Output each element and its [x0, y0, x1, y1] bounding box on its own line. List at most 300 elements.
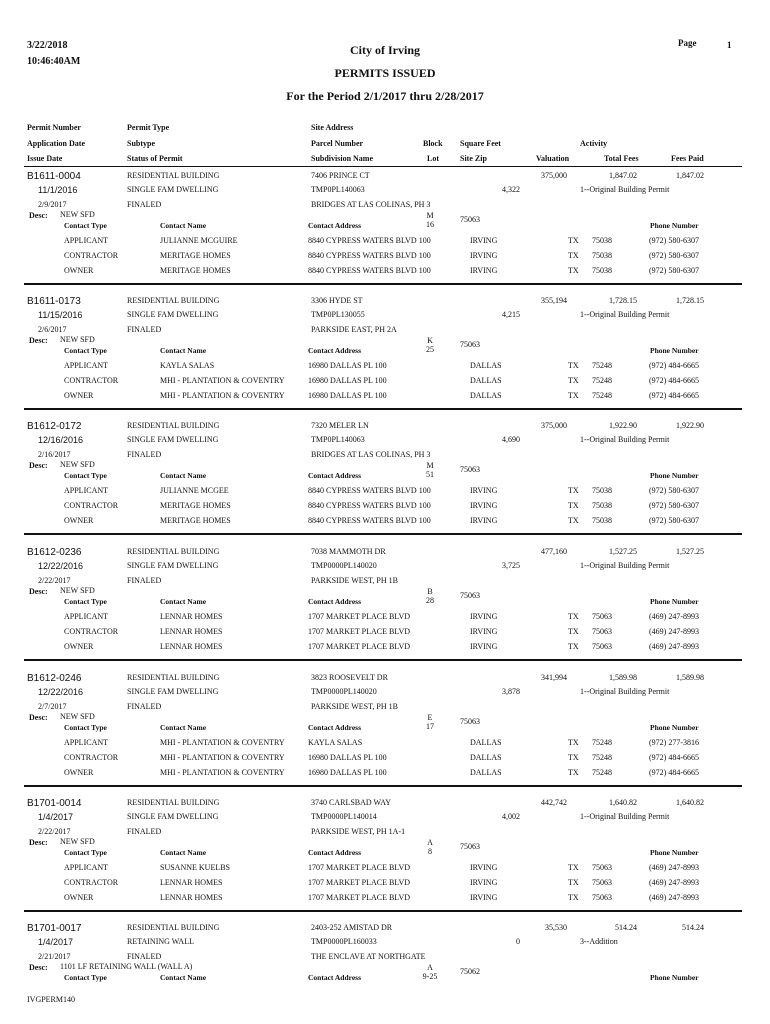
desc-label: Desc:	[29, 713, 48, 722]
contact-type: CONTRACTOR	[64, 376, 119, 385]
fees-paid: 1,527.25	[676, 547, 704, 556]
contact-address: 1707 MARKET PLACE BLVD	[308, 878, 411, 887]
permit-number: B1612-0172	[27, 421, 82, 432]
permit-type: RESIDENTIAL BUILDING	[127, 923, 220, 932]
contact-city: IRVING	[470, 878, 498, 887]
contact-address: 1707 MARKET PLACE BLVD	[308, 642, 411, 651]
contact-type: APPLICANT	[64, 486, 109, 495]
contact-type-header: Contact Type	[64, 471, 107, 480]
fees-paid: 1,589.98	[676, 673, 704, 682]
site-address: 3306 HYDE ST	[311, 296, 363, 305]
contact-state: TX	[568, 486, 579, 495]
contact-address: 1707 MARKET PLACE BLVD	[308, 863, 411, 872]
contact-state: TX	[568, 501, 579, 510]
report-time: 10:46:40AM	[27, 56, 81, 67]
contact-phone: (972) 580-6307	[649, 486, 699, 495]
total-fees: 1,527.25	[609, 547, 637, 556]
permit-description: NEW SFD	[60, 210, 95, 219]
contact-phone: (972) 277-3816	[649, 738, 699, 747]
valuation: 341,994	[541, 673, 567, 682]
permit-divider	[24, 785, 742, 787]
contact-name: MHI - PLANTATION & COVENTRY	[160, 753, 285, 762]
permit-status: FINALED	[127, 827, 162, 836]
permit-status: FINALED	[127, 952, 162, 961]
contact-name: MHI - PLANTATION & COVENTRY	[160, 376, 285, 385]
activity: 1--Original Building Permit	[580, 310, 670, 319]
phone-number-header: Phone Number	[650, 346, 699, 355]
total-fees: 1,847.02	[609, 171, 637, 180]
lot: 17	[426, 722, 434, 731]
permit-type: RESIDENTIAL BUILDING	[127, 171, 220, 180]
contact-city: IRVING	[470, 642, 498, 651]
contact-state: TX	[568, 863, 579, 872]
contact-zip: 75063	[592, 612, 612, 621]
col-site-address: Site Address	[311, 123, 354, 132]
col-site-zip: Site Zip	[460, 154, 487, 163]
contact-state: TX	[568, 516, 579, 525]
contact-phone: (972) 484-6665	[649, 361, 699, 370]
contact-zip: 75038	[592, 251, 612, 260]
issue-date: 2/22/2017	[38, 576, 71, 585]
contact-city: DALLAS	[470, 753, 502, 762]
report-date: 3/22/2018	[27, 40, 68, 51]
fees-paid: 1,728.15	[676, 296, 704, 305]
permit-type: RESIDENTIAL BUILDING	[127, 798, 220, 807]
total-fees: 1,640.82	[609, 798, 637, 807]
site-address: 7038 MAMMOTH DR	[311, 547, 386, 556]
report-id: IVGPERM140	[27, 995, 76, 1004]
contact-address: KAYLA SALAS	[308, 738, 363, 747]
contact-name-header: Contact Name	[160, 346, 207, 355]
col-status: Status of Permit	[127, 154, 183, 163]
issue-date: 2/16/2017	[38, 450, 71, 459]
parcel-number: TMP0PL140063	[311, 435, 365, 444]
permit-number: B1612-0246	[27, 673, 82, 684]
contact-zip: 75248	[592, 361, 612, 370]
desc-label: Desc:	[29, 963, 48, 972]
square-feet: 3,878	[502, 687, 520, 696]
contact-state: TX	[568, 738, 579, 747]
desc-label: Desc:	[29, 461, 48, 470]
permit-description: NEW SFD	[60, 460, 95, 469]
valuation: 375,000	[541, 171, 567, 180]
contact-type-header: Contact Type	[64, 973, 107, 982]
site-zip: 75063	[460, 717, 480, 726]
contact-state: TX	[568, 361, 579, 370]
application-date: 12/22/2016	[38, 687, 84, 697]
col-parcel-number: Parcel Number	[311, 139, 364, 148]
city-name: City of Irving	[350, 43, 420, 57]
contact-name: MERITAGE HOMES	[160, 266, 231, 275]
contact-name-header: Contact Name	[160, 973, 207, 982]
permit-divider	[24, 659, 742, 661]
contact-address: 16980 DALLAS PL 100	[308, 361, 387, 370]
valuation: 477,160	[541, 547, 567, 556]
site-address: 3740 CARLSBAD WAY	[311, 798, 392, 807]
contact-address: 1707 MARKET PLACE BLVD	[308, 893, 411, 902]
contact-zip: 75248	[592, 391, 612, 400]
contact-city: IRVING	[470, 236, 498, 245]
site-address: 3823 ROOSEVELT DR	[311, 673, 388, 682]
phone-number-header: Phone Number	[650, 723, 699, 732]
contact-type: OWNER	[64, 266, 94, 275]
contact-city: IRVING	[470, 516, 498, 525]
report-title: PERMITS ISSUED	[334, 66, 436, 80]
permit-divider	[24, 408, 742, 410]
permit-status: FINALED	[127, 200, 162, 209]
parcel-number: TMP0000PL160033	[311, 937, 377, 946]
block: A	[427, 838, 433, 847]
contact-address: 1707 MARKET PLACE BLVD	[308, 612, 411, 621]
contact-type-header: Contact Type	[64, 221, 107, 230]
parcel-number: TMP0000PL140020	[311, 687, 377, 696]
contact-type-header: Contact Type	[64, 597, 107, 606]
parcel-number: TMP0PL140063	[311, 185, 365, 194]
col-issue-date: Issue Date	[27, 154, 63, 163]
permit-number: B1612-0236	[27, 547, 82, 558]
valuation: 355,194	[541, 296, 567, 305]
contact-phone: (972) 484-6665	[649, 376, 699, 385]
contact-type-header: Contact Type	[64, 848, 107, 857]
total-fees: 1,589.98	[609, 673, 637, 682]
permit-description: NEW SFD	[60, 586, 95, 595]
contact-type: CONTRACTOR	[64, 627, 119, 636]
contact-zip: 75038	[592, 501, 612, 510]
block: B	[427, 587, 433, 596]
contact-zip: 75248	[592, 376, 612, 385]
contact-name-header: Contact Name	[160, 723, 207, 732]
activity: 1--Original Building Permit	[580, 687, 670, 696]
issue-date: 2/9/2017	[38, 200, 67, 209]
application-date: 1/4/2017	[38, 812, 74, 822]
issue-date: 2/6/2017	[38, 325, 67, 334]
contact-phone: (972) 580-6307	[649, 236, 699, 245]
lot: 25	[426, 345, 434, 354]
issue-date: 2/22/2017	[38, 827, 71, 836]
subdivision-name: BRIDGES AT LAS COLINAS, PH 3	[311, 200, 431, 209]
activity: 1--Original Building Permit	[580, 435, 670, 444]
contact-name-header: Contact Name	[160, 471, 207, 480]
parcel-number: TMP0PL130055	[311, 310, 365, 319]
contact-state: TX	[568, 768, 579, 777]
contact-name-header: Contact Name	[160, 597, 207, 606]
total-fees: 514.24	[615, 923, 637, 932]
contact-type: OWNER	[64, 893, 94, 902]
contact-phone: (469) 247-8993	[649, 642, 699, 651]
issue-date: 2/7/2017	[38, 702, 67, 711]
permit-number: B1701-0017	[27, 923, 82, 934]
contact-address: 8840 CYPRESS WATERS BLVD 100	[308, 251, 431, 260]
contact-address-header: Contact Address	[308, 597, 361, 606]
col-subtype: Subtype	[127, 139, 156, 148]
permit-number: B1611-0004	[27, 171, 81, 182]
application-date: 11/1/2016	[38, 185, 78, 195]
report-period: For the Period 2/1/2017 thru 2/28/2017	[286, 89, 484, 103]
block: A	[427, 963, 433, 972]
application-date: 1/4/2017	[38, 937, 74, 947]
contact-phone: (972) 484-6665	[649, 768, 699, 777]
contact-type: CONTRACTOR	[64, 501, 119, 510]
subdivision-name: PARKSIDE WEST, PH 1A-1	[311, 827, 406, 836]
contact-zip: 75248	[592, 738, 612, 747]
desc-label: Desc:	[29, 587, 48, 596]
phone-number-header: Phone Number	[650, 973, 699, 982]
contact-phone: (972) 580-6307	[649, 501, 699, 510]
contact-name: LENNAR HOMES	[160, 627, 223, 636]
contact-state: TX	[568, 612, 579, 621]
contact-address-header: Contact Address	[308, 471, 361, 480]
col-application-date: Application Date	[27, 139, 85, 148]
subtype: RETAINING WALL	[127, 937, 194, 946]
lot: 16	[426, 220, 434, 229]
subtype: SINGLE FAM DWELLING	[127, 812, 219, 821]
fees-paid: 1,847.02	[676, 171, 704, 180]
lot: 8	[428, 847, 432, 856]
phone-number-header: Phone Number	[650, 597, 699, 606]
page-label: Page	[678, 38, 697, 48]
contact-address: 1707 MARKET PLACE BLVD	[308, 627, 411, 636]
contact-address: 8840 CYPRESS WATERS BLVD 100	[308, 236, 431, 245]
permit-type: RESIDENTIAL BUILDING	[127, 673, 220, 682]
col-square-feet: Square Feet	[460, 139, 501, 148]
permit-status: FINALED	[127, 702, 162, 711]
parcel-number: TMP0000PL140020	[311, 561, 377, 570]
activity: 1--Original Building Permit	[580, 185, 670, 194]
contact-zip: 75063	[592, 878, 612, 887]
site-zip: 75063	[460, 215, 480, 224]
contact-zip: 75063	[592, 627, 612, 636]
contact-city: IRVING	[470, 863, 498, 872]
permit-type: RESIDENTIAL BUILDING	[127, 296, 220, 305]
permit-number: B1611-0173	[27, 296, 81, 307]
parcel-number: TMP0000PL140014	[311, 812, 377, 821]
phone-number-header: Phone Number	[650, 848, 699, 857]
desc-label: Desc:	[29, 838, 48, 847]
col-subdivision: Subdivision Name	[311, 154, 374, 163]
site-zip: 75063	[460, 842, 480, 851]
subtype: SINGLE FAM DWELLING	[127, 310, 219, 319]
subtype: SINGLE FAM DWELLING	[127, 561, 219, 570]
permit-type: RESIDENTIAL BUILDING	[127, 421, 220, 430]
contact-zip: 75038	[592, 516, 612, 525]
square-feet: 4,002	[502, 812, 520, 821]
contact-address-header: Contact Address	[308, 848, 361, 857]
contact-state: TX	[568, 391, 579, 400]
valuation: 35,530	[545, 923, 567, 932]
application-date: 12/16/2016	[38, 435, 84, 445]
contact-state: TX	[568, 893, 579, 902]
contact-city: DALLAS	[470, 738, 502, 747]
contact-type-header: Contact Type	[64, 723, 107, 732]
contact-phone: (972) 484-6665	[649, 753, 699, 762]
square-feet: 0	[516, 937, 520, 946]
contact-city: IRVING	[470, 893, 498, 902]
contact-zip: 75063	[592, 642, 612, 651]
permit-description: NEW SFD	[60, 712, 95, 721]
contact-name: LENNAR HOMES	[160, 893, 223, 902]
site-address: 2403-252 AMISTAD DR	[311, 923, 393, 932]
contact-type: OWNER	[64, 516, 94, 525]
contact-name: MERITAGE HOMES	[160, 516, 231, 525]
fees-paid: 1,922.90	[676, 421, 704, 430]
contact-state: TX	[568, 376, 579, 385]
permit-divider	[24, 910, 742, 912]
application-date: 12/22/2016	[38, 561, 84, 571]
contact-zip: 75038	[592, 486, 612, 495]
contact-phone: (972) 580-6307	[649, 516, 699, 525]
total-fees: 1,922.90	[609, 421, 637, 430]
permit-description: 1101 LF RETAINING WALL (WALL A)	[60, 962, 193, 971]
square-feet: 3,725	[502, 561, 520, 570]
contact-zip: 75063	[592, 893, 612, 902]
contact-name: JULIANNE MCGEE	[160, 486, 229, 495]
contact-address-header: Contact Address	[308, 723, 361, 732]
contact-city: DALLAS	[470, 768, 502, 777]
contact-address: 8840 CYPRESS WATERS BLVD 100	[308, 486, 431, 495]
contact-name: SUSANNE KUELBS	[160, 863, 231, 872]
permit-divider	[24, 533, 742, 535]
contact-phone: (972) 580-6307	[649, 251, 699, 260]
contact-state: TX	[568, 642, 579, 651]
col-activity: Activity	[580, 139, 608, 148]
contact-state: TX	[568, 236, 579, 245]
permit-status: FINALED	[127, 325, 162, 334]
contact-address-header: Contact Address	[308, 221, 361, 230]
contact-address: 16980 DALLAS PL 100	[308, 768, 387, 777]
contact-address: 16980 DALLAS PL 100	[308, 391, 387, 400]
fees-paid: 514.24	[682, 923, 704, 932]
lot: 28	[426, 596, 434, 605]
contact-city: DALLAS	[470, 361, 502, 370]
col-lot: Lot	[427, 154, 439, 163]
contact-type: CONTRACTOR	[64, 878, 119, 887]
contact-type: OWNER	[64, 391, 94, 400]
fees-paid: 1,640.82	[676, 798, 704, 807]
contact-name: MHI - PLANTATION & COVENTRY	[160, 391, 285, 400]
site-zip: 75063	[460, 465, 480, 474]
activity: 1--Original Building Permit	[580, 812, 670, 821]
square-feet: 4,322	[502, 185, 520, 194]
site-zip: 75062	[460, 967, 480, 976]
permit-status: FINALED	[127, 450, 162, 459]
permit-divider	[24, 283, 742, 285]
contact-type: APPLICANT	[64, 863, 109, 872]
contact-name: JULIANNE MCGUIRE	[160, 236, 238, 245]
contact-state: TX	[568, 266, 579, 275]
contact-zip: 75063	[592, 863, 612, 872]
col-block: Block	[423, 139, 443, 148]
phone-number-header: Phone Number	[650, 221, 699, 230]
subdivision-name: PARKSIDE WEST, PH 1B	[311, 576, 398, 585]
site-zip: 75063	[460, 591, 480, 600]
contact-city: DALLAS	[470, 376, 502, 385]
subdivision-name: PARKSIDE EAST, PH 2A	[311, 325, 397, 334]
permit-number: B1701-0014	[27, 798, 82, 809]
contact-name-header: Contact Name	[160, 848, 207, 857]
col-valuation: Valuation	[536, 154, 570, 163]
desc-label: Desc:	[29, 211, 48, 220]
permit-type: RESIDENTIAL BUILDING	[127, 547, 220, 556]
permit-status: FINALED	[127, 576, 162, 585]
header-divider	[24, 166, 742, 167]
valuation: 442,742	[541, 798, 567, 807]
contact-name: KAYLA SALAS	[160, 361, 215, 370]
permit-description: NEW SFD	[60, 837, 95, 846]
contact-address-header: Contact Address	[308, 973, 361, 982]
phone-number-header: Phone Number	[650, 471, 699, 480]
contact-city: IRVING	[470, 251, 498, 260]
subdivision-name: PARKSIDE WEST, PH 1B	[311, 702, 398, 711]
activity: 3--Addition	[580, 937, 618, 946]
contact-address-header: Contact Address	[308, 346, 361, 355]
contact-address: 8840 CYPRESS WATERS BLVD 100	[308, 516, 431, 525]
contact-phone: (469) 247-8993	[649, 863, 699, 872]
contact-type: CONTRACTOR	[64, 753, 119, 762]
permit-description: NEW SFD	[60, 335, 95, 344]
contact-city: IRVING	[470, 501, 498, 510]
site-address: 7320 MELER LN	[311, 421, 369, 430]
square-feet: 4,215	[502, 310, 520, 319]
contact-city: IRVING	[470, 486, 498, 495]
subtype: SINGLE FAM DWELLING	[127, 687, 219, 696]
subdivision-name: BRIDGES AT LAS COLINAS, PH 3	[311, 450, 431, 459]
block: M	[426, 461, 434, 470]
col-permit-type: Permit Type	[127, 123, 170, 132]
lot: 51	[426, 470, 434, 479]
contact-state: TX	[568, 627, 579, 636]
contact-phone: (469) 247-8993	[649, 612, 699, 621]
contact-state: TX	[568, 251, 579, 260]
contact-type: APPLICANT	[64, 361, 109, 370]
contact-name: LENNAR HOMES	[160, 612, 223, 621]
contact-address: 16980 DALLAS PL 100	[308, 753, 387, 762]
contact-zip: 75038	[592, 266, 612, 275]
contact-phone: (972) 580-6307	[649, 266, 699, 275]
contact-name-header: Contact Name	[160, 221, 207, 230]
block: M	[426, 211, 434, 220]
square-feet: 4,690	[502, 435, 520, 444]
contact-phone: (469) 247-8993	[649, 627, 699, 636]
contact-phone: (469) 247-8993	[649, 893, 699, 902]
contact-name: MERITAGE HOMES	[160, 501, 231, 510]
contact-name: MERITAGE HOMES	[160, 251, 231, 260]
contact-address: 8840 CYPRESS WATERS BLVD 100	[308, 266, 431, 275]
col-permit-number: Permit Number	[27, 123, 81, 132]
issue-date: 2/21/2017	[38, 952, 71, 961]
block: E	[427, 713, 433, 722]
contact-type-header: Contact Type	[64, 346, 107, 355]
contact-type: OWNER	[64, 642, 94, 651]
page-number: 1	[727, 40, 732, 50]
application-date: 11/15/2016	[38, 310, 83, 320]
total-fees: 1,728.15	[609, 296, 637, 305]
desc-label: Desc:	[29, 336, 48, 345]
col-fees-paid: Fees Paid	[671, 154, 704, 163]
contact-name: MHI - PLANTATION & COVENTRY	[160, 768, 285, 777]
subtype: SINGLE FAM DWELLING	[127, 185, 219, 194]
contact-zip: 75038	[592, 236, 612, 245]
subtype: SINGLE FAM DWELLING	[127, 435, 219, 444]
contact-zip: 75248	[592, 768, 612, 777]
block: K	[427, 336, 433, 345]
site-address: 7406 PRINCE CT	[311, 171, 370, 180]
contact-state: TX	[568, 753, 579, 762]
contact-type: OWNER	[64, 768, 94, 777]
contact-city: IRVING	[470, 627, 498, 636]
contact-city: IRVING	[470, 612, 498, 621]
contact-type: APPLICANT	[64, 236, 109, 245]
contact-state: TX	[568, 878, 579, 887]
